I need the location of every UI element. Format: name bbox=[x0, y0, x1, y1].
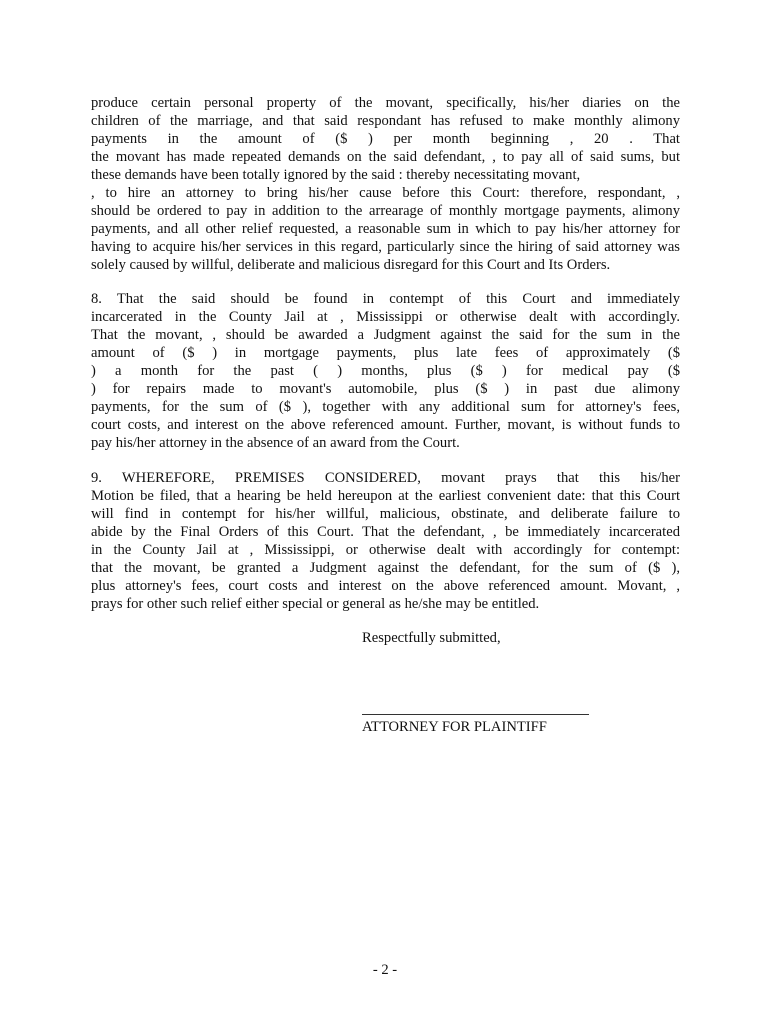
page-number: - 2 - bbox=[372, 962, 398, 978]
paragraph-8-line: ) a month for the past ( ) months, plus ($ ) for medical pay ($ bbox=[91, 363, 680, 379]
paragraph-9-line: plus attorney's fees, court costs and interest on the above referenced amount. Movant, , bbox=[91, 578, 680, 594]
body-line: should be ordered to pay in addition to the arrearage of monthly mortgage payments, alimony bbox=[91, 203, 680, 219]
paragraph-8-line: That the movant, , should be awarded a Judgment against the said for the sum in the bbox=[91, 327, 680, 343]
paragraph-9-line: prays for other such relief either special or general as he/she may be entitled. bbox=[91, 596, 540, 612]
paragraph-8-line: court costs, and interest on the above referenced amount. Further, movant, is without funds to bbox=[91, 417, 680, 433]
body-line: children of the marriage, and that said respondant has refused to make monthly alimony bbox=[91, 113, 680, 129]
paragraph-8-line: incarcerated in the County Jail at , Mississippi or otherwise dealt with accordingly. bbox=[91, 309, 680, 325]
paragraph-9-line: 9. WHEREFORE, PREMISES CONSIDERED, movant prays that this his/her bbox=[91, 470, 680, 486]
paragraph-8-line: pay his/her attorney in the absence of an award from the Court. bbox=[91, 435, 460, 451]
paragraph-9-line: will find in contempt for his/her willful, malicious, obstinate, and deliberate failure to bbox=[91, 506, 680, 522]
paragraph-9-line: that the movant, be granted a Judgment against the defendant, for the sum of ($ ), bbox=[91, 560, 680, 576]
body-line: these demands have been totally ignored by the said : thereby necessitating movant, bbox=[91, 167, 581, 183]
closing-text: Respectfully submitted, bbox=[362, 630, 501, 646]
paragraph-9-line: in the County Jail at , Mississippi, or otherwise dealt with accordingly for contempt: bbox=[91, 542, 680, 558]
body-line: solely caused by willful, deliberate and malicious disregard for this Court and Its Orders. bbox=[91, 257, 611, 273]
signature-line bbox=[362, 714, 589, 715]
body-line: produce certain personal property of the movant, specifically, his/her diaries on the bbox=[91, 95, 680, 111]
paragraph-8-line: ) for repairs made to movant's automobile, plus ($ ) in past due alimony bbox=[91, 381, 680, 397]
paragraph-8-line: amount of ($ ) in mortgage payments, plus late fees of approximately ($ bbox=[91, 345, 680, 361]
body-line: payments, and all other relief requested, a reasonable sum in which to pay his/her attorney for bbox=[91, 221, 680, 237]
body-line: the movant has made repeated demands on the said defendant, , to pay all of said sums, but bbox=[91, 149, 680, 165]
paragraph-8-line: 8. That the said should be found in contempt of this Court and immediately bbox=[91, 291, 680, 307]
body-line: payments in the amount of ($ ) per month beginning , 20 . That bbox=[91, 131, 680, 147]
paragraph-9-line: Motion be filed, that a hearing be held hereupon at the earliest convenient date: that this Court bbox=[91, 488, 680, 504]
signature-label: ATTORNEY FOR PLAINTIFF bbox=[362, 719, 547, 735]
paragraph-8-line: payments, for the sum of ($ ), together with any additional sum for attorney's fees, bbox=[91, 399, 680, 415]
body-line: having to acquire his/her services in this regard, particularly since the hiring of said attorney was bbox=[91, 239, 680, 255]
body-line: , to hire an attorney to bring his/her cause before this Court: therefore, respondant, , bbox=[91, 185, 680, 201]
paragraph-9-line: abide by the Final Orders of this Court. That the defendant, , be immediately incarcerated bbox=[91, 524, 680, 540]
